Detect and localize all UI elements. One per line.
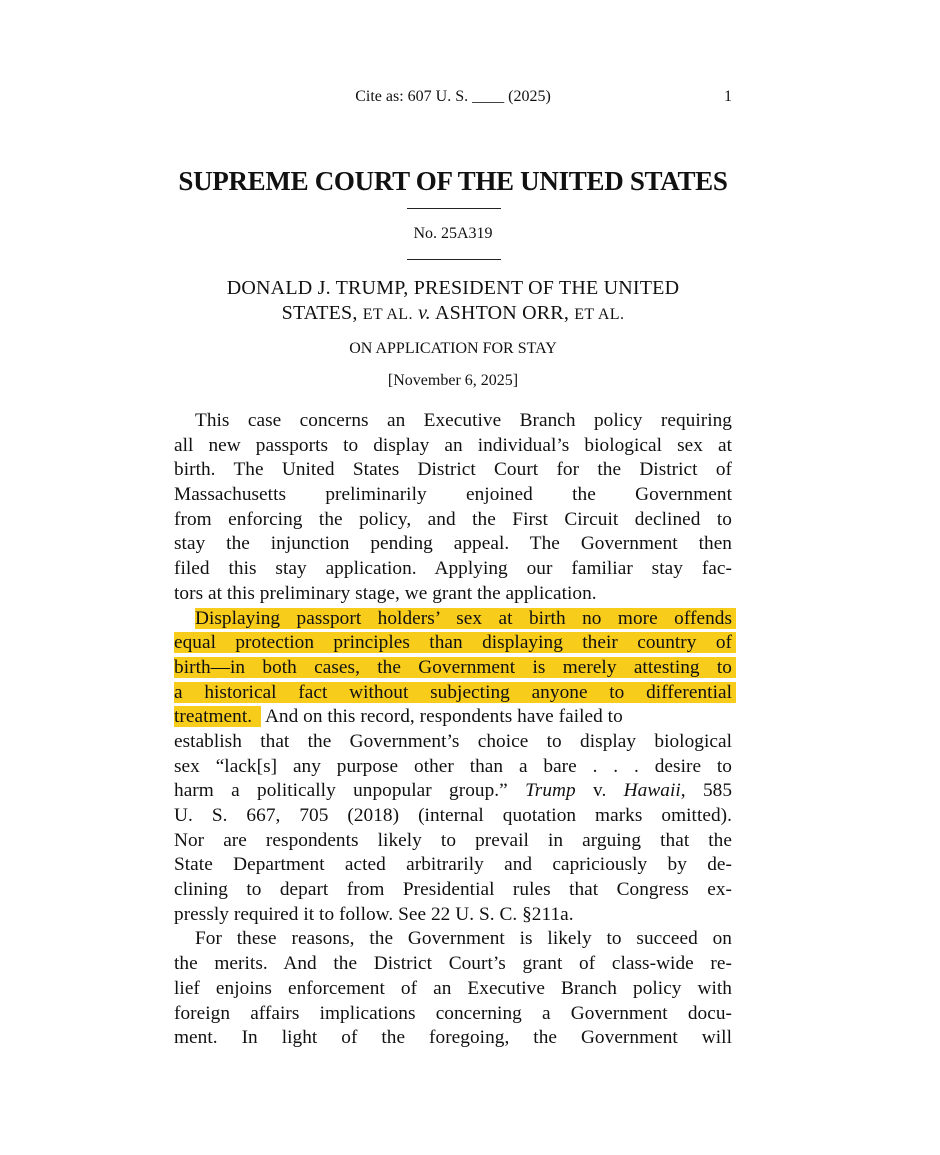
application-type: ON APPLICATION FOR STAY — [349, 340, 557, 357]
docket-rule — [407, 259, 501, 260]
body-line: For these reasons, the Government is likely to succeed on — [195, 928, 732, 950]
body-line: birth. The United States District Court for the District of — [174, 459, 732, 481]
highlighted-line — [174, 681, 732, 706]
body-line: U. S. 667, 705 (2018) (internal quotation marks omitted). — [174, 805, 732, 826]
body-line: clining to depart from Presidential rules that Congress ex- — [174, 879, 732, 901]
caption-versus: v. — [418, 302, 431, 324]
highlighted-line — [174, 607, 732, 632]
highlight: birth—in both cases, the Government is merely attesting to — [174, 657, 736, 678]
title-rule — [407, 208, 501, 209]
caption-states: STATES, — [281, 302, 363, 324]
case-name-hawaii: Hawaii — [623, 780, 681, 802]
body-line: State Department acted arbitrarily and capriciously by de- — [174, 854, 732, 876]
case-caption — [174, 276, 732, 327]
case-versus: v. — [593, 780, 607, 802]
caption-et-al-1: ET AL. — [362, 306, 413, 323]
body-line-mixed — [174, 705, 732, 730]
body-line: establish that the Government’s choice to display biological — [174, 730, 732, 752]
court-title: SUPREME COURT OF THE UNITED STATES — [178, 166, 728, 196]
highlight: equal protection principles than displaying their country of — [174, 632, 736, 653]
caption-line-2 — [174, 301, 732, 327]
body-line: ment. In light of the foregoing, the Government will — [174, 1027, 732, 1049]
running-head — [174, 88, 732, 110]
body-text-fragment: And on this record, respondents have failed to — [264, 706, 623, 728]
highlighted-line — [174, 656, 732, 681]
caption-et-al-2: ET AL. — [574, 306, 625, 323]
highlight: a historical fact without subjecting anyone to differential — [174, 682, 736, 703]
decision-date: [November 6, 2025] — [387, 372, 519, 389]
caption-line-1: DONALD J. TRUMP, PRESIDENT OF THE UNITED — [226, 277, 680, 299]
body-line: lief enjoins enforcement of an Executive Branch policy with — [174, 977, 732, 999]
body-line: stay the injunction pending appeal. The Government then — [174, 533, 732, 555]
citation-line: Cite as: 607 U. S. ____ (2025) — [355, 88, 551, 105]
opinion-body — [174, 409, 732, 1051]
page-number: 1 — [724, 88, 732, 105]
body-text-fragment: , 585 — [680, 780, 733, 802]
body-line: This case concerns an Executive Branch policy requiring — [195, 410, 732, 431]
body-line: Nor are respondents likely to prevail in arguing that the — [174, 829, 732, 851]
highlight: Displaying passport holders’ sex at birth no more offends — [195, 608, 736, 629]
body-line: the merits. And the District Court’s grant of class-wide re- — [174, 953, 732, 975]
body-line: from enforcing the policy, and the First Circuit declined to — [174, 508, 732, 530]
highlight: treatment. — [174, 706, 261, 727]
body-line: Massachusetts preliminarily enjoined the Government — [174, 484, 732, 506]
body-line-citation — [174, 779, 732, 804]
case-name-trump: Trump — [525, 780, 576, 802]
body-line: sex “lack[s] any purpose other than a bare . . . desire to — [174, 755, 732, 777]
docket-number: No. 25A319 — [413, 225, 493, 242]
body-line: filed this stay application. Applying our familiar stay fac- — [174, 558, 732, 580]
highlighted-line — [174, 631, 732, 656]
body-text-fragment: harm a politically unpopular group.” — [174, 780, 508, 802]
body-line: foreign affairs implications concerning a Government docu- — [174, 1002, 732, 1024]
caption-respondent: ASHTON ORR, — [434, 302, 575, 324]
body-line: all new passports to display an individual’s biological sex at — [174, 434, 732, 456]
body-line: pressly required it to follow. See 22 U. S. C. §211a. — [174, 903, 574, 925]
body-line: tors at this preliminary stage, we grant the application. — [174, 582, 597, 604]
